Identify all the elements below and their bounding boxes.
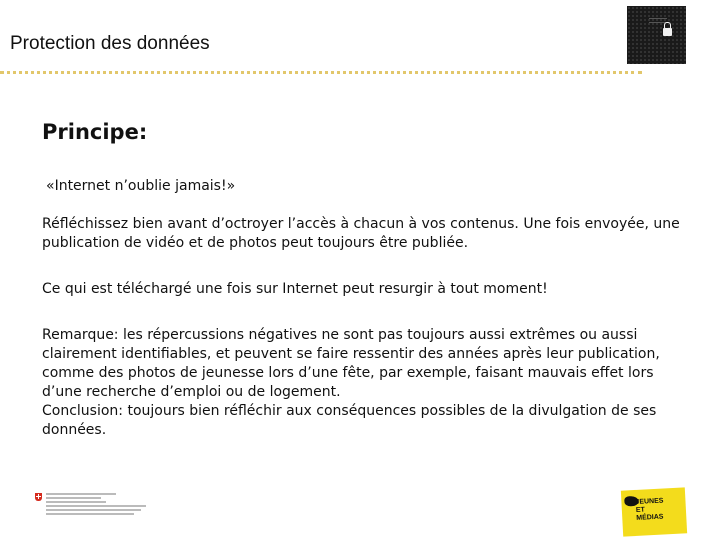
jeunes-et-medias-logo <box>621 487 687 536</box>
paragraph-reflect: Réfléchissez bien avant d’octroyer l’accès à chacun à vos contenus. Une fois envoyée, une publication de vidéo et de photos peut toujours être publiée. <box>42 216 680 251</box>
swiss-cross-icon <box>35 493 42 501</box>
federal-logo <box>35 493 145 523</box>
slide-body <box>42 120 682 440</box>
lock-icon <box>663 28 672 36</box>
paragraph-remark: Remarque: les répercussions négatives ne sont pas toujours aussi extrêmes ou aussi clairement identifiables, et peuvent se faire ressentir des années après leur publication, comme des photos de jeunesse lors d’une fête, par exemple, faisant mauvais effet lors d’une recherche d’emploi ou de logement. <box>42 327 660 400</box>
header-thumbnail <box>627 6 686 64</box>
dotted-divider <box>0 71 642 74</box>
quote-text: «Internet n’oublie jamais!» <box>46 178 236 194</box>
badge-line-3: MÉDIAS <box>636 513 664 522</box>
badge-text <box>635 497 664 522</box>
slide-title: Protection des données <box>10 33 210 54</box>
federal-logo-text <box>46 493 146 517</box>
paragraph-conclusion: Conclusion: toujours bien réfléchir aux conséquences possibles de la divulgation de ses données. <box>42 403 657 438</box>
badge-line-2: ET <box>635 506 646 514</box>
badge-line-1: JEUNES <box>635 497 664 506</box>
paragraph-resurface: Ce qui est téléchargé une fois sur Internet peut resurgir à tout moment! <box>42 281 548 297</box>
principle-heading: Principe: <box>42 120 148 144</box>
